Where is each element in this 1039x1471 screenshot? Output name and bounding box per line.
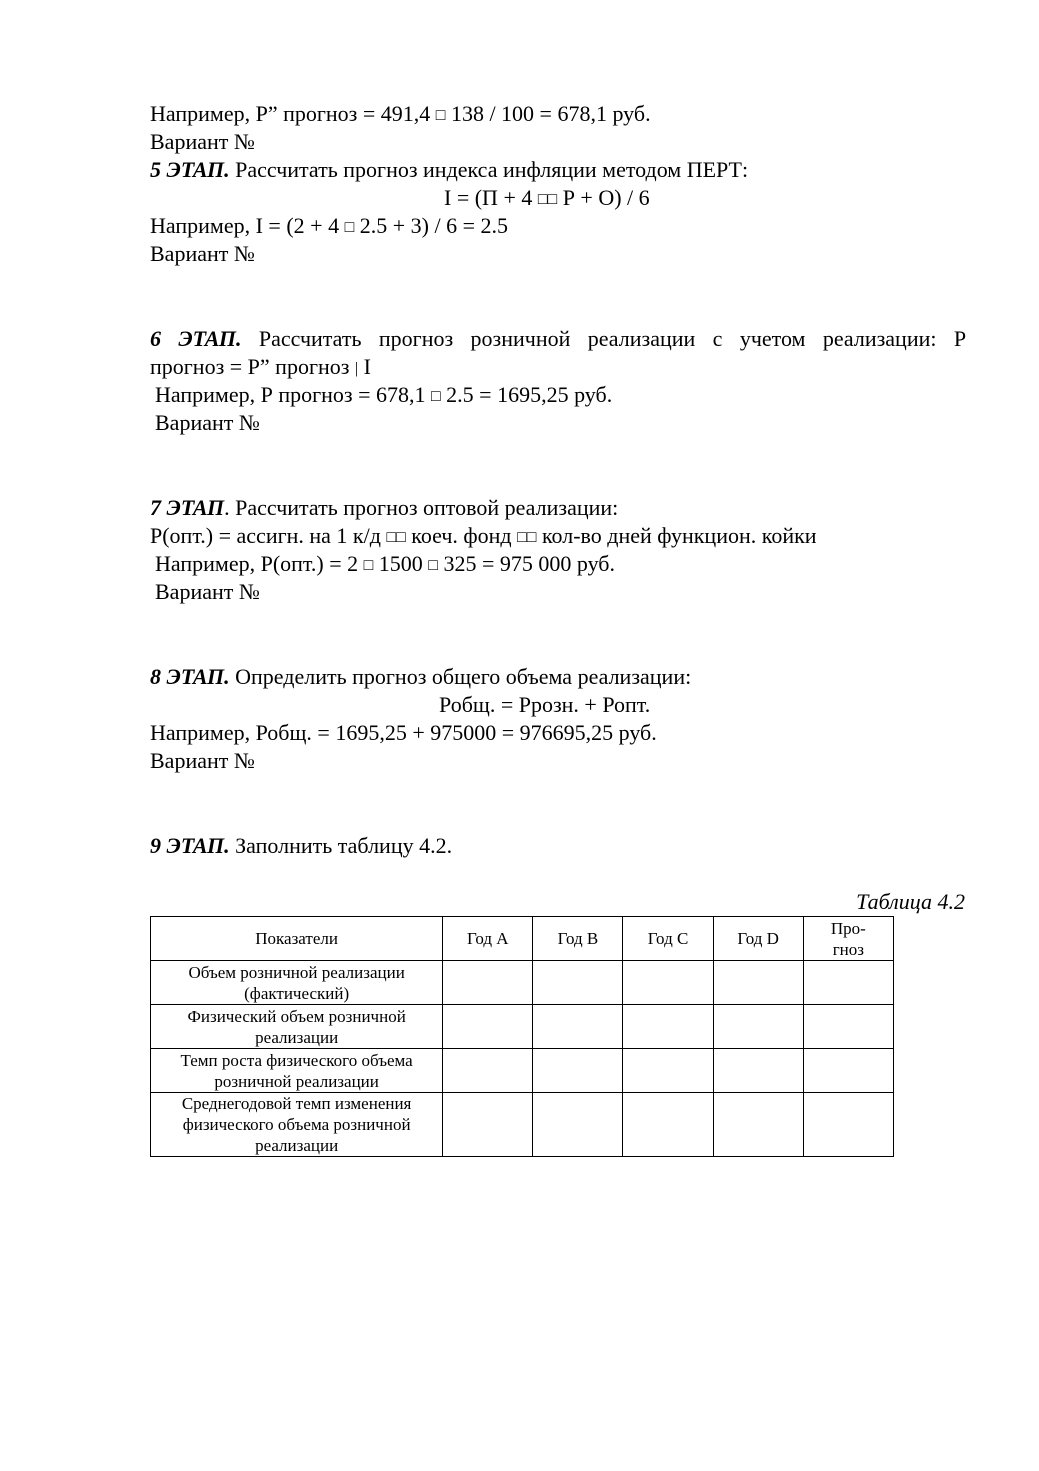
step-8-example: Например, Робщ. = 1695,25 + 975000 = 976695,25 руб. [150, 720, 657, 745]
word: прогноз [378, 326, 454, 351]
value-cell[interactable] [713, 1049, 803, 1093]
text-run: Р(опт.) = ассигн. на 1 к/д [150, 523, 387, 548]
text-run: Например, Р” прогноз = 491,4 [150, 101, 436, 126]
indicator-cell [151, 1093, 443, 1157]
indicator-line: Объем розничной реализации [188, 962, 405, 982]
value-cell[interactable] [623, 1005, 713, 1049]
word: розничной [470, 326, 571, 351]
step-9-heading [150, 832, 452, 860]
header-year-b: Год В [533, 917, 623, 961]
text-run: 1500 [373, 551, 429, 576]
word: реализации [587, 326, 696, 351]
value-cell[interactable] [803, 961, 893, 1005]
step-label: 5 ЭТАП. [150, 157, 230, 182]
text-run: I = (П + 4 [444, 185, 538, 210]
step-7-example [155, 550, 615, 580]
indicators-table [150, 916, 894, 1157]
value-cell[interactable] [533, 1005, 623, 1049]
indicator-line: Физический объем розничной [187, 1006, 406, 1026]
indicator-line: реализации [255, 1027, 339, 1047]
variant-line: Вариант № [155, 579, 260, 604]
text-run: Например, I = (2 + 4 [150, 213, 345, 238]
multiply-glyph: □ [435, 107, 446, 124]
value-cell[interactable] [623, 961, 713, 1005]
table-row [151, 1005, 894, 1049]
multiply-glyph: □ [431, 388, 441, 405]
indicator-cell [151, 1005, 443, 1049]
value-cell[interactable] [623, 1049, 713, 1093]
multiply-glyph: □ [363, 557, 374, 574]
value-cell[interactable] [713, 961, 803, 1005]
header-year-a: Год А [443, 917, 533, 961]
multiply-glyph: □□ [386, 529, 406, 546]
word: с [712, 326, 723, 351]
step-text: Рассчитать прогноз индекса инфляции методом ПЕРТ: [229, 157, 749, 182]
value-cell[interactable] [533, 1093, 623, 1157]
text-run: кол-во дней функцион. койки [536, 523, 817, 548]
step-5-formula [444, 184, 650, 214]
value-cell[interactable] [713, 1005, 803, 1049]
text-run: Р + О) / 6 [557, 185, 650, 210]
value-cell[interactable] [713, 1093, 803, 1157]
step-8-formula: Робщ. = Ррозн. + Ропт. [439, 692, 651, 717]
step-text: Заполнить таблицу 4.2. [229, 833, 453, 858]
value-cell[interactable] [803, 1005, 893, 1049]
header-forecast [803, 917, 893, 961]
step-6-heading [150, 325, 966, 353]
text-run: прогноз = Р” прогноз [150, 354, 355, 379]
value-cell[interactable] [443, 1049, 533, 1093]
header-year-c: Год С [623, 917, 713, 961]
step-label: 8 ЭТАП. [150, 664, 230, 689]
indicator-line: физического объема розничной [182, 1115, 411, 1134]
value-cell[interactable] [443, 961, 533, 1005]
text-run: Например, Р(опт.) = 2 [155, 551, 364, 576]
text-run: Например, Р прогноз = 678,1 [155, 382, 431, 407]
word: Рассчитать [258, 326, 362, 351]
value-cell[interactable] [443, 1093, 533, 1157]
table-row [151, 1049, 894, 1093]
header-forecast-line1: Про- [830, 918, 866, 938]
variant-line: Вариант № [155, 410, 260, 435]
value-cell[interactable] [443, 1005, 533, 1049]
step-7-heading [150, 494, 618, 522]
value-cell[interactable] [803, 1093, 893, 1157]
variant-line: Вариант № [150, 748, 255, 773]
value-cell[interactable] [803, 1049, 893, 1093]
indicator-line: реализации [255, 1136, 339, 1155]
multiply-glyph: □ [344, 219, 355, 236]
header-indicators: Показатели [151, 917, 443, 961]
table-row [151, 1093, 894, 1157]
step-text: Определить прогноз общего объема реализации: [229, 664, 692, 689]
example-retail-price-line [150, 100, 651, 130]
text-run: 2.5 + 3) / 6 = 2.5 [354, 213, 508, 238]
header-forecast-line2: гноз [832, 939, 864, 959]
table-header-row [151, 917, 894, 961]
indicator-line: Темп роста физического объема [180, 1050, 413, 1070]
multiply-glyph: □□ [537, 191, 558, 208]
step-label: 6 ЭТАП. [150, 326, 242, 351]
value-cell[interactable] [623, 1093, 713, 1157]
step-6-example [155, 381, 612, 411]
table-caption: Таблица 4.2 [856, 889, 965, 914]
multiply-glyph: | [354, 360, 359, 377]
table-row [151, 961, 894, 1005]
step-label: 7 ЭТАП [150, 495, 225, 520]
indicator-cell [151, 961, 443, 1005]
variant-line: Вариант № [150, 241, 255, 266]
indicator-line: Среднегодовой темп изменения [181, 1094, 412, 1113]
step-5-example [150, 212, 508, 242]
step-text: . Рассчитать прогноз оптовой реализации: [224, 495, 619, 520]
word: учетом [739, 326, 806, 351]
indicator-line: розничной реализации [214, 1071, 379, 1091]
step-label: 9 ЭТАП. [150, 833, 230, 858]
word: реализации: [822, 326, 937, 351]
step-5-heading [150, 156, 748, 184]
header-year-d: Год D [713, 917, 803, 961]
multiply-glyph: □ [428, 557, 438, 574]
step-8-heading [150, 663, 691, 691]
variant-line: Вариант № [150, 129, 255, 154]
text-run: I [358, 354, 371, 379]
word: Р [953, 326, 967, 351]
value-cell[interactable] [533, 1049, 623, 1093]
indicator-line: (фактический) [244, 983, 350, 1003]
step-6-formula [150, 353, 371, 383]
text-run: 325 = 975 000 руб. [437, 551, 615, 576]
text-run: коеч. фонд [405, 523, 518, 548]
indicator-cell [151, 1049, 443, 1093]
text-run: 138 / 100 = 678,1 руб. [445, 101, 651, 126]
text-run: 2.5 = 1695,25 руб. [440, 382, 613, 407]
step-7-formula [150, 522, 817, 552]
value-cell[interactable] [533, 961, 623, 1005]
multiply-glyph: □□ [517, 529, 537, 546]
